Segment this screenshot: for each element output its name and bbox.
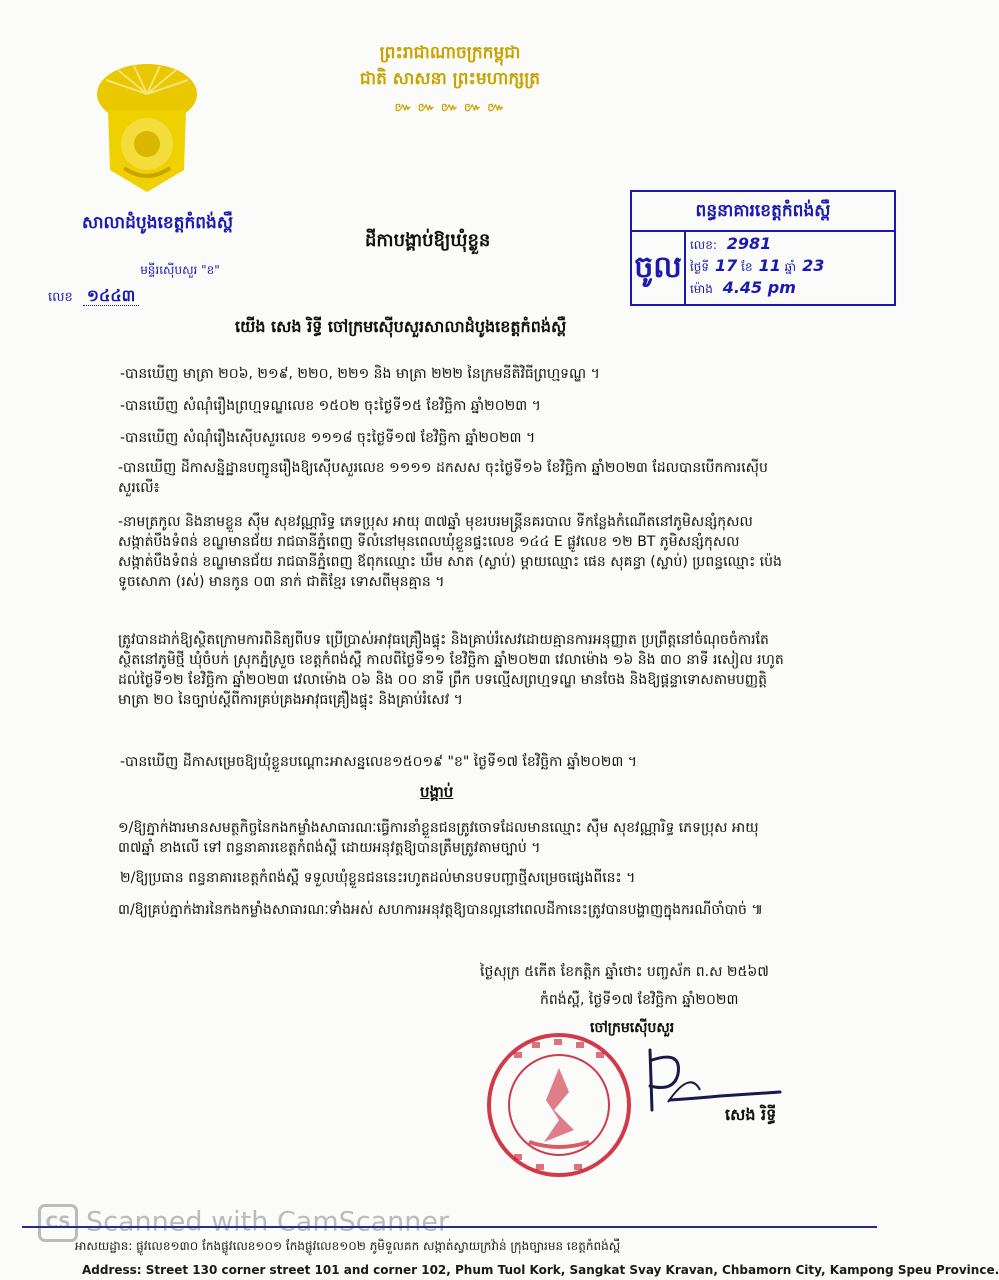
kingdom-header bbox=[300, 40, 600, 122]
stamp-date-row bbox=[690, 256, 890, 278]
header-ornament: ៚ ៚ ៚ ៚ ៚ bbox=[394, 100, 506, 114]
document-number bbox=[48, 285, 139, 309]
stamp-time-row bbox=[690, 278, 890, 300]
number-value: ១៤៤៣ bbox=[83, 286, 139, 306]
court-seal-icon bbox=[484, 1030, 634, 1180]
order-heading: បង្គាប់ bbox=[420, 783, 454, 801]
stamp-side-label: ចូល bbox=[632, 232, 686, 304]
document-title: ដីកាបង្គាប់ឱ្យឃុំខ្លួន bbox=[365, 230, 491, 251]
footer-address-khmer: អាសយដ្ឋាន: ផ្លូវលេខ១៣០ កែងផ្លូវលេខ១០១ កែងផ្លូវលេខ១០២ ភូមិទួលគក សង្កាត់ស្វាយក្រវ៉ាន់ ក្រុងច្បារមន ខេត្តកំពង់ស្ពឺ bbox=[75, 1239, 621, 1253]
office-name: មន្ទីរស៊ើបសួរ "ខ" bbox=[140, 263, 220, 277]
stamp-time-label: ម៉ោង bbox=[690, 282, 713, 296]
stamp-header: ពន្ធនាគារខេត្តកំពង់ស្ពឺ bbox=[632, 192, 894, 232]
paragraph-6: ត្រូវបានដាក់ឱ្យស្ថិតក្រោមការពិនិត្យពីបទ ប្រើប្រាស់អាវុធគ្រឿងផ្ទុះ និងគ្រាប់រំសេវដោយគ្មានការអនុញ្ញាត ប្រព្រឹត្តនៅចំណុចចំការតែ ស្ថិតនៅភូមិថ្មី ឃុំចំបក់ ស្រុកភ្នំស្រួច ខេត្តកំពង់ស្ពឺ កាលពីថ្ងៃទី១១ ខែវិច្ឆិកា ឆ្នាំ២០២៣ វេលាម៉ោង ១៦ និង ៣០ នាទី រសៀល រហូតដល់ថ្ងៃទី១២ ខែវិច្ឆិកា ឆ្នាំ២០២៣ វេលាម៉ោង ០៦ និង ០០ នាទី ព្រឹក បទល្មើសព្រហ្មទណ្ឌ មានចែង និងឱ្យផ្ដន្ទាទោសតាមបញ្ញត្តិមាត្រា ២០ នៃច្បាប់ស្ដីពីការគ្រប់គ្រងអាវុធគ្រឿងផ្ទុះ និងគ្រាប់រំសេវ ។ bbox=[118, 632, 784, 708]
camscanner-logo-icon: CS bbox=[38, 1204, 78, 1242]
stamp-year-label: ឆ្នាំ bbox=[784, 260, 797, 274]
stamp-year-value: 23 bbox=[802, 256, 825, 275]
stamp-day-value: 17 bbox=[715, 256, 738, 275]
judge-line: យើង សេង រិទ្ធី ចៅក្រមស៊ើបសួរសាលាដំបូងខេត្តកំពង់ស្ពឺ bbox=[235, 317, 567, 336]
stamp-number-row bbox=[690, 234, 890, 256]
paragraph-2: -បានឃើញ សំណុំរឿងព្រហ្មទណ្ឌលេខ ១៥០២ ចុះថ្ងៃទី១៥ ខែវិច្ឆិកា ឆ្នាំ២០២៣ ។ bbox=[120, 398, 541, 414]
kingdom-motto: ជាតិ សាសនា ព្រះមហាក្សត្រ bbox=[359, 69, 541, 89]
stamp-date-label: ថ្ងៃទី bbox=[690, 260, 710, 274]
court-emblem-icon bbox=[88, 60, 206, 198]
place-date: កំពង់ស្ពឺ, ថ្ងៃទី១៧ ខែវិច្ឆិកា ឆ្នាំ២០២៣ bbox=[540, 992, 739, 1008]
paragraph-7: -បានឃើញ ដីកាសម្រេចឱ្យឃុំខ្លួនបណ្ដោះអាសន្នលេខ១៥០១៩ "ខ" ថ្ងៃទី១៧ ខែវិច្ឆិកា ឆ្នាំ២០២៣ ។ bbox=[120, 754, 637, 770]
lunar-date: ថ្ងៃសុក្រ ៥កើត ខែកត្តិក ឆ្នាំថោះ បញ្ចស័ក ព.ស ២៥៦៧ bbox=[480, 964, 769, 980]
stamp-number-value: 2981 bbox=[726, 234, 772, 253]
paragraph-3: -បានឃើញ សំណុំរឿងស៊ើបសួរលេខ ១១១៨ ចុះថ្ងៃទី១៧ ខែវិច្ឆិកា ឆ្នាំ២០២៣ ។ bbox=[120, 430, 536, 446]
footer-address-english: Address: Street 130 corner street 101 and corner 102, Phum Tuol Kork, Sangkat Svay Kravan, Chbamorn City, Kampong Speu Province. bbox=[82, 1263, 999, 1277]
number-label: លេខ bbox=[48, 290, 73, 305]
signer-name: សេង រិទ្ធី bbox=[725, 1105, 777, 1124]
paragraph-5: -នាមត្រកូល និងនាមខ្លួន ស៊ឹម សុខវណ្ណារិទ្ធ ភេទប្រុស អាយុ ៣៧ឆ្នាំ មុខរបរមន្ត្រីនគរបាល ទីកន្លែងកំណើតនៅភូមិសន្សំកុសល សង្កាត់បឹងទំពន់ ខណ្ឌមានជ័យ រាជធានីភ្នំពេញ ទីលំនៅមុនពេលឃុំខ្លួនផ្ទះលេខ ១៤៤ E ផ្លូវលេខ ១២ BT ភូមិសន្សំកុសល សង្កាត់បឹងទំពន់ ខណ្ឌមានជ័យ រាជធានីភ្នំពេញ ឪពុកឈ្មោះ ឃឹម សាត (ស្លាប់) ម្ដាយឈ្មោះ ផេន សុគន្ធា (ស្លាប់) ប្រពន្ធឈ្មោះ ប៉េង ទូចសោភា (រស់) មានកូន ០៣ នាក់ ជាតិខ្មែរ ទោសពីមុនគ្មាន ។ bbox=[118, 514, 782, 590]
kingdom-title: ព្រះរាជាណាចក្រកម្ពុជា bbox=[379, 43, 521, 63]
paragraph-1: -បានឃើញ មាត្រា ២០៦, ២១៩, ២២០, ២២១ និង មាត្រា ២២២ នៃក្រមនីតិវិធីព្រហ្មទណ្ឌ ។ bbox=[120, 366, 600, 382]
footer-divider bbox=[22, 1226, 877, 1228]
order-2: ២/ឱ្យប្រធាន ពន្ធនាគារខេត្តកំពង់ស្ពឺ ទទួលឃុំខ្លួនជននេះរហូតដល់មានបទបញ្ជាថ្មីសម្រេចផ្សេងពីនេះ ។ bbox=[120, 870, 636, 886]
stamp-month-label: ខែ bbox=[741, 260, 753, 274]
stamp-month-value: 11 bbox=[758, 256, 781, 275]
watermark-text: Scanned with CamScanner bbox=[86, 1206, 450, 1238]
order-3: ៣/ឱ្យគ្រប់ភ្នាក់ងារនៃកងកម្លាំងសាធារណៈទាំងអស់ សហការអនុវត្តឱ្យបានល្អនៅពេលដីកានេះត្រូវបានបង្ហាញក្នុងករណីចាំបាច់ ៕ bbox=[118, 902, 764, 918]
court-name: សាលាដំបូងខេត្តកំពង់ស្ពឺ bbox=[81, 213, 234, 233]
signer-title: ចៅក្រមស៊ើបសួរ bbox=[590, 1020, 675, 1036]
prison-receipt-stamp bbox=[630, 190, 896, 306]
stamp-number-label: លេខ: bbox=[690, 238, 717, 252]
order-1: ១/ឱ្យភ្នាក់ងារមានសមត្ថកិច្ចនៃកងកម្លាំងសាធារណៈធ្វើការនាំខ្លួនជនត្រូវចោទដែលមានឈ្មោះ ស៊ឹម សុខវណ្ណារិទ្ធ ភេទប្រុស អាយុ ៣៧ឆ្នាំ ខាងលើ ទៅ ពន្ធនាគារខេត្តកំពង់ស្ពឺ ដោយអនុវត្តឱ្យបានត្រឹមត្រូវតាមច្បាប់ ។ bbox=[118, 820, 759, 856]
paragraph-4: -បានឃើញ ដីកាសន្និដ្ឋានបញ្ជូនរឿងឱ្យស៊ើបសួរលេខ ១១១១ ដកសស ចុះថ្ងៃទី១៦ ខែវិច្ឆិកា ឆ្នាំ២០២៣ ដែលបានបើកការស៊ើបសួរលើ៖ bbox=[118, 460, 768, 496]
stamp-time-value: 4.45 pm bbox=[722, 278, 796, 297]
